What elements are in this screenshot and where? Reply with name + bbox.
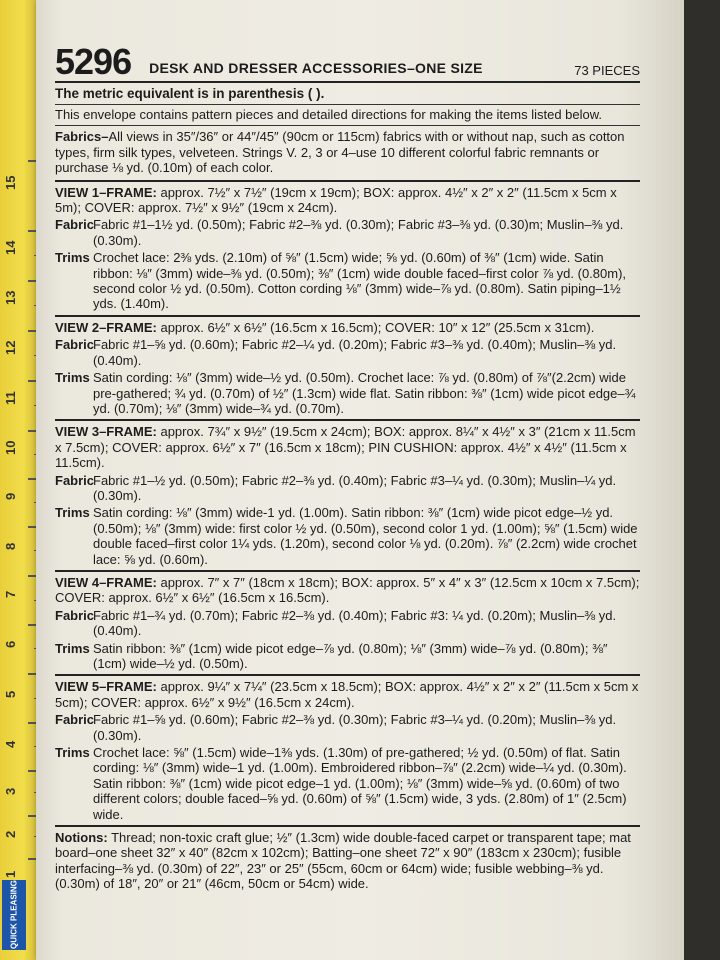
- ruler-number: 5: [3, 690, 18, 698]
- pattern-number: 5296: [55, 41, 132, 82]
- ruler-number: 4: [3, 740, 18, 748]
- trims-label: Trims: [55, 505, 90, 521]
- notions-section: [55, 827, 640, 895]
- fabric-label: Fabric: [55, 472, 95, 488]
- trims-label: Trims: [55, 250, 90, 266]
- trims-requirements: Crochet lace: 2⅜ yds. (2.10m) of ⅝″ (1.5cm) wide; ⅝ yd. (0.60m) of ⅜″ (1cm) wide. Satin ribbon: ⅛″ (3mm) wide–⅜ yd. (0.50m); ⅜″ (1cm) wide double faced–first color ⅞ yd. (0.80m), second color ½ yd. (0.50m). Cotton cording ⅛″ (3mm) wide–⅞ yd. (0.80m). Satin piping–1½ yds. (1.40m).: [93, 250, 627, 312]
- fabric-label: Fabric: [55, 607, 95, 623]
- ruler-number: 1: [3, 870, 18, 878]
- ruler-logo: QUICK PLEASING: [2, 880, 26, 950]
- view-dimensions: approx. 7½″ x 7½″ (19cm x 19cm); BOX: approx. 4½″ x 2″ x 2″ (11.5cm x 5cm x 5m); COVER: approx. 7½″ x 9½″ (19cm x 24cm).: [55, 184, 617, 216]
- fabric-requirements: Fabric #1–⅝ yd. (0.60m); Fabric #2–¼ yd. (0.20m); Fabric #3–⅜ yd. (0.40m); Muslin–⅜ yd. (0.40m).: [93, 337, 617, 368]
- view-heading: VIEW 4–FRAME:: [55, 574, 157, 590]
- view-heading: VIEW 3–FRAME:: [55, 424, 157, 440]
- view-heading: VIEW 2–FRAME:: [55, 319, 157, 335]
- fabrics-label: Fabrics–: [55, 129, 109, 145]
- piece-count: 73 PIECES: [574, 63, 640, 78]
- trims-requirements: Satin cording: ⅛″ (3mm) wide–½ yd. (0.50m). Crochet lace: ⅞ yd. (0.80m) of ⅞″(2.2cm) wide pre-gathered; ¾ yd. (0.70m) of ½″ (1.3cm) wide flat. Satin ribbon: ⅜″ (1cm) wide picot edge–¾ yd. (0.70m); ⅛″ (3mm) wide–¾ yd. (0.70m).: [93, 370, 636, 416]
- view-heading: VIEW 1–FRAME:: [55, 184, 157, 200]
- intro-text: This envelope contains pattern pieces and detailed directions for making the items listed below.: [55, 107, 603, 122]
- fabric-requirements: Fabric #1–½ yd. (0.50m); Fabric #2–⅜ yd. (0.40m); Fabric #3–¼ yd. (0.30m); Muslin–¼ yd. (0.30m).: [93, 472, 617, 503]
- view-3-section: [55, 421, 640, 569]
- ruler-number: 6: [3, 640, 18, 648]
- ruler-number: 7: [3, 590, 18, 598]
- view-dimensions: approx. 7¾″ x 9½″ (19.5cm x 24cm); BOX: approx. 8¼″ x 4½″ x 3″ (21cm x 11.5cm x 7.5cm); COVER: approx. 6½″ x 7″ (16.5cm x 18cm); PIN CUSHION: approx. 4½″ x 4½″ (11.5cm x 11.5cm).: [55, 424, 636, 471]
- fabric-requirements: Fabric #1–⅝ yd. (0.60m); Fabric #2–⅜ yd. (0.30m); Fabric #3–¼ yd. (0.20m); Muslin–⅜ yd. (0.30m).: [93, 712, 617, 743]
- fabrics-section: [55, 126, 640, 178]
- trims-label: Trims: [55, 370, 90, 386]
- pattern-title: DESK AND DRESSER ACCESSORIES–ONE SIZE: [149, 60, 483, 76]
- ruler-number: 10: [3, 440, 18, 455]
- background-edge: [684, 0, 720, 960]
- metric-note: The metric equivalent is in parenthesis ( ).: [55, 86, 325, 101]
- notions-text: Thread; non-toxic craft glue; ½″ (1.3cm) wide double-faced carpet or transparent tape; mat board–one sheet 32″ x 40″ (82cm x 102cm); Batting–one sheet 72″ x 90″ (183cm x 230cm); fusible interfacing–⅜ yd. (0.30m) of 22″, 23″ or 25″ (55cm, 60cm or 64cm) wide; fusible webbing–⅜ yd. (0.30m) of 18″, 20″ or 21″ (46cm, 50cm or 54cm) wide.: [55, 830, 631, 892]
- fabrics-text: All views in 35″/36″ or 44″/45″ (90cm or 115cm) fabrics with or without nap, such as cotton types, firm silk types, velveteen. Strings V. 2, 3 or 4–use 10 different colorful fabric remnants or purchase ⅛ yd. (0.10m) of each color.: [55, 129, 625, 176]
- ruler-number: 9: [3, 492, 18, 500]
- ruler-number: 2: [3, 830, 18, 838]
- view-dimensions: approx. 7″ x 7″ (18cm x 18cm); BOX: approx. 5″ x 4″ x 3″ (12.5cm x 10cm x 7.5cm); COVER: approx. 6½″ x 6½″ (16.5cm x 16.5cm).: [55, 574, 640, 606]
- ruler-number: 11: [3, 391, 18, 405]
- notions-label: Notions:: [55, 830, 108, 846]
- fabric-label: Fabric: [55, 712, 95, 728]
- fabric-requirements: Fabric #1–¾ yd. (0.70m); Fabric #2–⅜ yd. (0.40m); Fabric #3: ¼ yd. (0.20m); Muslin–⅜ yd. (0.40m).: [93, 607, 617, 639]
- view-dimensions: approx. 9¼″ x 7¼″ (23.5cm x 18.5cm); BOX: approx. 4½″ x 2″ x 2″ (11.5cm x 5cm x 5cm); COVER: approx. 6½″ x 9½″ (16.5cm x 24cm).: [55, 679, 639, 710]
- trims-label: Trims: [55, 640, 90, 656]
- fabric-label: Fabric: [55, 337, 95, 353]
- ruler-number: 14: [3, 240, 18, 255]
- view-heading: VIEW 5–FRAME:: [55, 679, 157, 695]
- trims-requirements: Satin ribbon: ⅜″ (1cm) wide picot edge–⅞ yd. (0.80m); ⅛″ (3mm) wide–⅞ yd. (0.80m); ⅜″ (1cm) wide–½ yd. (0.50m).: [93, 640, 608, 671]
- fabric-label: Fabric: [55, 217, 95, 233]
- view-1-section: [55, 182, 640, 314]
- envelope-header: [55, 40, 640, 80]
- view-4-section: [55, 572, 640, 673]
- ruler-number: 12: [3, 340, 18, 355]
- ruler-number: 15: [3, 175, 18, 190]
- ruler-number: 8: [3, 542, 18, 550]
- view-2-section: [55, 317, 640, 418]
- fabric-requirements: Fabric #1–1½ yd. (0.50m); Fabric #2–⅜ yd. (0.30m); Fabric #3–⅜ yd. (0.30)m; Muslin–⅜ yd. (0.30m).: [93, 217, 624, 248]
- view-dimensions: approx. 6½″ x 6½″ (16.5cm x 16.5cm); COVER: 10″ x 12″ (25.5cm x 31cm).: [160, 319, 595, 335]
- ruler-number: 13: [3, 290, 18, 305]
- envelope-text: [55, 40, 640, 895]
- ruler-number: 3: [3, 787, 18, 795]
- trims-label: Trims: [55, 745, 90, 761]
- trims-requirements: Crochet lace: ⅝″ (1.5cm) wide–1⅜ yds. (1.30m) of pre-gathered; ½ yd. (0.50m) of flat. Satin cording: ⅛″ (3mm) wide–1 yd. (1.00m). Embroidered ribbon–⅞″ (2.2cm) wide–¼ yd. (0.30m). Satin ribbon: ⅜″ (1cm) wide picot edge–1 yd. (1.00m); ⅛″ (3mm) wide–⅝ yd. (0.60m) of two different colors; double faced–⅝ yd. (0.60m) of ⅝″ (1.5cm) wide, 3 yds. (2.80m) of 1″ (2.5cm) wide.: [93, 745, 627, 822]
- trims-requirements: Satin cording: ⅛″ (3mm) wide-1 yd. (1.00m). Satin ribbon: ⅜″ (1cm) wide picot edge–½ yd. (0.50m); ⅛″ (3mm) wide: first color ½ yd. (0.50m), second color 1 yd. (1.00m); ⅝″ (1.5cm) wide double faced–first color 1¼ yds. (1.20m), second color ⅛ yd. (0.20m). ⅞″ (2.2cm) wide crochet lace: ⅝ yd. (0.60m).: [93, 505, 638, 567]
- view-5-section: [55, 676, 640, 824]
